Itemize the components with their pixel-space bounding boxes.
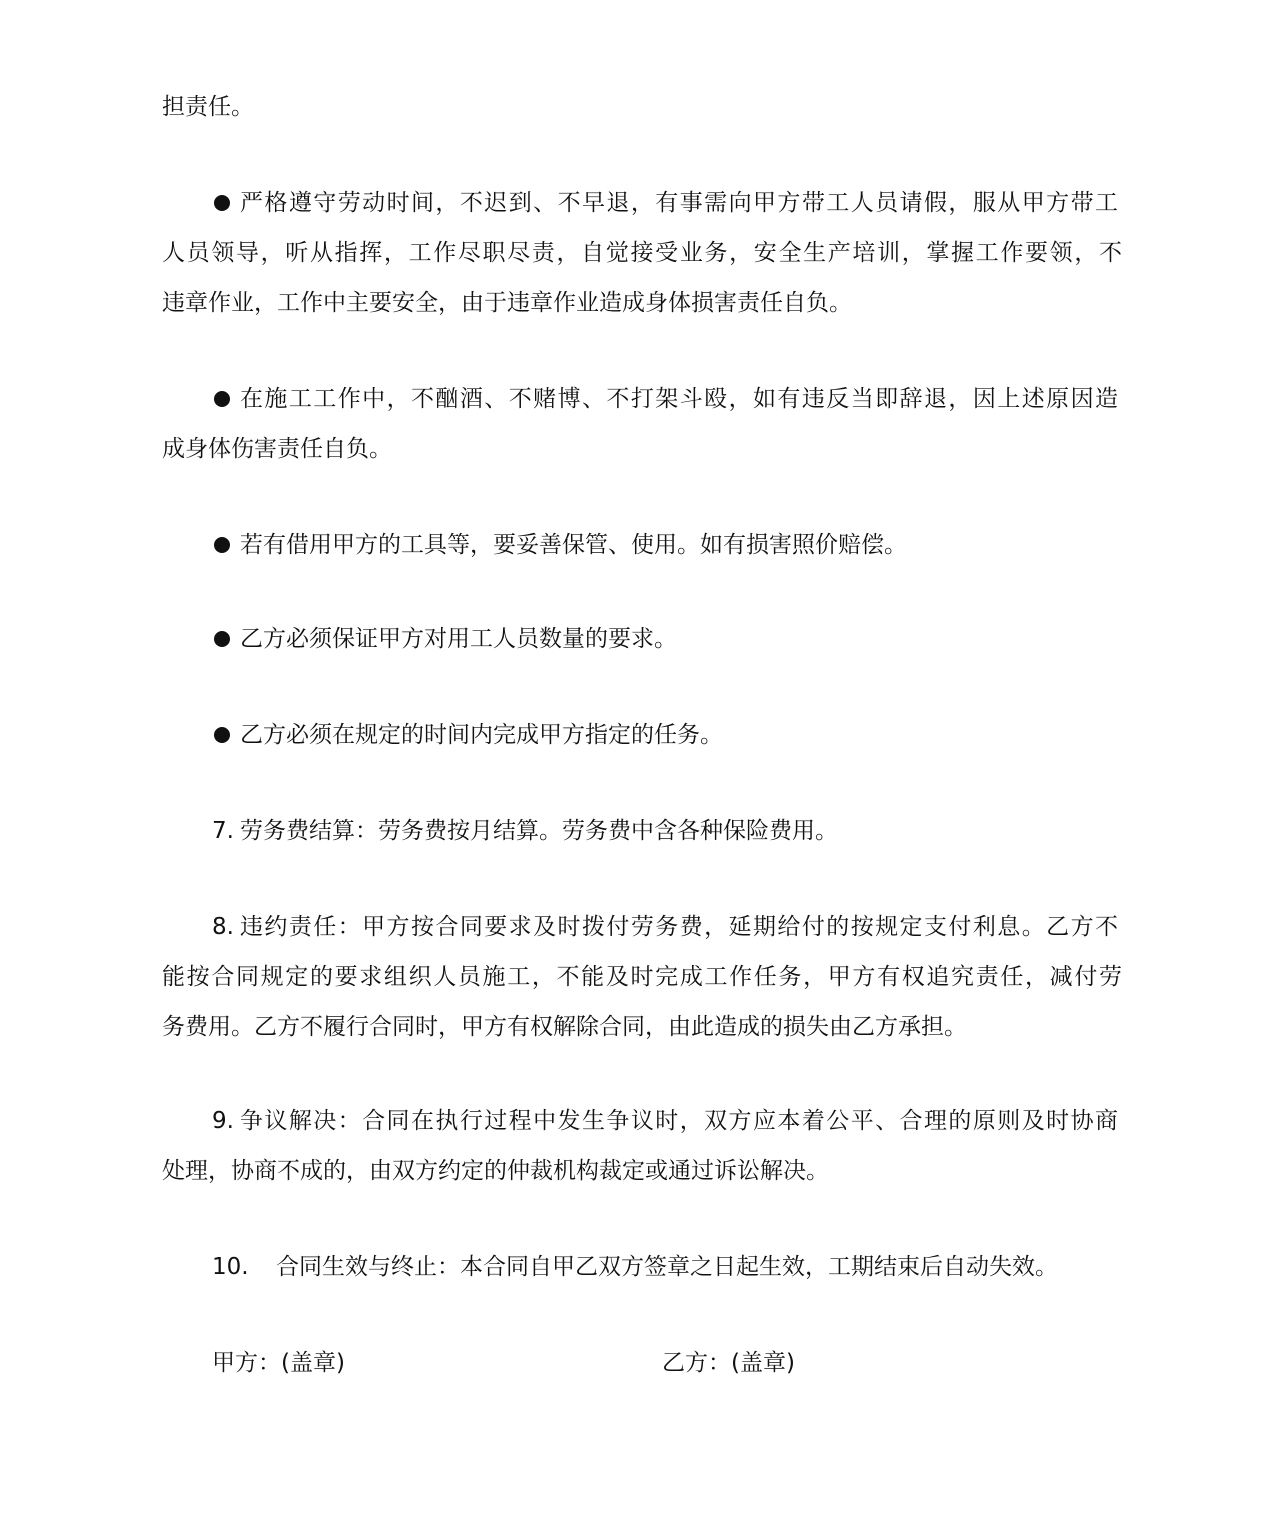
clause-9 xyxy=(212,1106,1118,1136)
bullet-item-2-line-2: 成身体伤害责任自负。 xyxy=(162,436,392,462)
clause-7 xyxy=(212,816,1118,846)
bullet-item-5 xyxy=(212,720,1118,750)
clause-9-number: 9. xyxy=(212,1108,234,1134)
bullet-item-4-line-1: 乙方必须保证甲方对用工人员数量的要求。 xyxy=(240,626,677,652)
clause-7-line-1: 劳务费结算：劳务费按月结算。劳务费中含各种保险费用。 xyxy=(239,818,838,844)
clause-9-line-1: 争议解决：合同在执行过程中发生争议时，双方应本着公平、合理的原则及时协商 xyxy=(239,1108,1118,1134)
bullet-item-2 xyxy=(212,384,1118,414)
bullet-item-5-line-1: 乙方必须在规定的时间内完成甲方指定的任务。 xyxy=(240,722,723,748)
bullet-dot-icon xyxy=(214,391,230,407)
bullet-dot-icon xyxy=(214,727,230,743)
clause-10 xyxy=(212,1252,1118,1282)
clause-8-number: 8. xyxy=(212,914,234,940)
bullet-item-1 xyxy=(212,188,1118,218)
continuation-text: 担责任。 xyxy=(162,94,254,120)
bullet-item-1-line-3: 违章作业，工作中主要安全，由于违章作业造成身体损害责任自负。 xyxy=(162,290,852,316)
clause-7-number: 7. xyxy=(212,818,234,844)
clause-8-line-1: 违约责任：甲方按合同要求及时拨付劳务费，延期给付的按规定支付利息。乙方不 xyxy=(239,914,1118,940)
party-b-signature: 乙方：(盖章) xyxy=(662,1350,795,1376)
clause-9-line-2: 处理，协商不成的，由双方约定的仲裁机构裁定或通过诉讼解决。 xyxy=(162,1158,829,1184)
party-a-signature: 甲方：(盖章) xyxy=(212,1350,345,1376)
bullet-dot-icon xyxy=(214,195,230,211)
clause-8-line-2: 能按合同规定的要求组织人员施工，不能及时完成工作任务，甲方有权追究责任，减付劳 xyxy=(162,964,1122,990)
clause-10-line-1: 合同生效与终止：本合同自甲乙双方签章之日起生效，工期结束后自动失效。 xyxy=(276,1254,1058,1280)
bullet-item-1-line-1: 严格遵守劳动时间，不迟到、不早退，有事需向甲方带工人员请假，服从甲方带工 xyxy=(240,190,1118,216)
clause-8 xyxy=(212,912,1118,942)
clause-10-number: 10. xyxy=(212,1254,249,1280)
bullet-item-3 xyxy=(212,530,1118,560)
clause-8-line-3: 务费用。乙方不履行合同时，甲方有权解除合同，由此造成的损失由乙方承担。 xyxy=(162,1014,967,1040)
bullet-dot-icon xyxy=(214,631,230,647)
bullet-item-4 xyxy=(212,624,1118,654)
bullet-dot-icon xyxy=(214,537,230,553)
bullet-item-1-line-2: 人员领导，听从指挥，工作尽职尽责，自觉接受业务，安全生产培训，掌握工作要领，不 xyxy=(162,240,1122,266)
bullet-item-2-line-1: 在施工工作中，不酗酒、不赌博、不打架斗殴，如有违反当即辞退，因上述原因造 xyxy=(240,386,1118,412)
bullet-item-3-line-1: 若有借用甲方的工具等，要妥善保管、使用。如有损害照价赔偿。 xyxy=(240,532,907,558)
